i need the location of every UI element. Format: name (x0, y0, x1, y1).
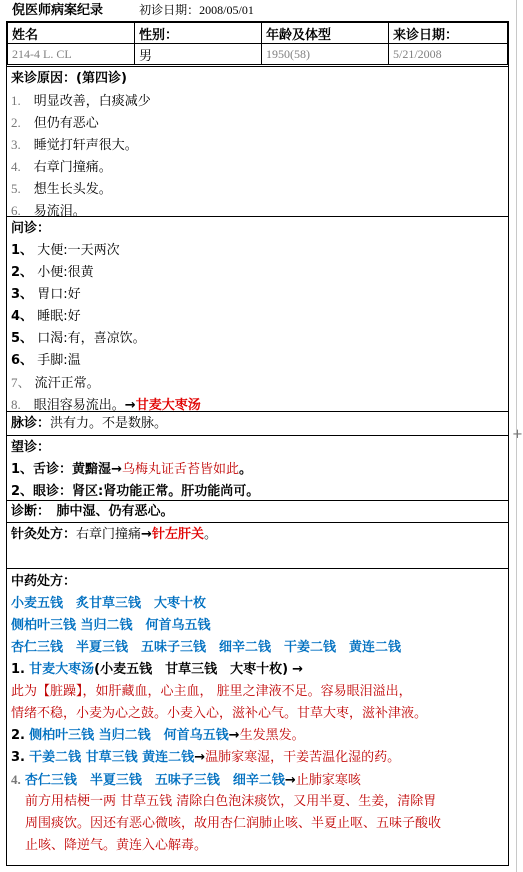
herb-list-line: 杏仁三钱 半夏三钱 五味子三钱 细辛二钱 干姜二钱 黄连二钱 (11, 640, 402, 655)
reason-item: 1. 明显改善，白痰减少 (11, 93, 151, 109)
herb-list-line: 小麦五钱 炙甘草三钱 大枣十枚 (11, 596, 207, 611)
reason-item: 6. 易流泪。 (11, 203, 86, 219)
formula-4-explanation: 周围痰饮。因还有恶心微咳，故用杏仁润肺止咳、半夏止呕、五味子酸收 (25, 816, 442, 831)
formula-1: 1. 甘麦大枣汤(小麦五钱 甘草三钱 大枣十枚) → (11, 662, 304, 677)
arrow-icon: → (284, 773, 296, 788)
observation-section (7, 435, 508, 502)
formula-4-explanation: 止咳、降逆气。黄连入心解毒。 (25, 838, 208, 853)
diagnosis-section (7, 500, 508, 522)
reason-item: 4. 右章门撞痛。 (11, 159, 112, 175)
acupuncture-line: 针灸处方：右章门撞痛→针左肝关。 (11, 527, 217, 542)
record-title: 倪医师病案纪录 (12, 3, 104, 18)
pulse-section (7, 411, 508, 435)
reason-item: 5. 想生长头发。 (11, 181, 112, 197)
record-header (12, 2, 254, 18)
pulse-line (11, 413, 167, 434)
patient-sex: 男 (135, 44, 262, 65)
inquiry-item: 4、 睡眠:好 (11, 309, 81, 324)
formula-2: 2. 侧柏叶三钱 当归二钱 何首乌五钱→生发黑发。 (11, 728, 305, 743)
visit-date-header: 来诊日期： (389, 23, 508, 44)
first-visit-date: 2008/05/01 (199, 3, 254, 17)
formula-name: 甘麦大枣汤 (135, 398, 201, 413)
case-record-sheet (6, 21, 509, 866)
first-visit-label: 初诊日期： (139, 3, 200, 17)
pulse-title: 脉诊： (11, 416, 51, 431)
inquiry-item: 2、 小便:很黄 (11, 265, 94, 280)
inquiry-section (7, 216, 508, 434)
reason-item: 3. 睡觉打轩声很大。 (11, 137, 138, 153)
patient-info-table (7, 22, 508, 65)
observation-title: 望诊： (11, 440, 51, 455)
inquiry-item: 5、 口渴:有，喜凉饮。 (11, 331, 146, 346)
patient-age: 1950(58) (262, 44, 389, 65)
reason-title: 来诊原因：(第四诊) (11, 71, 127, 86)
tongue-line: 1、舌诊：黄黯湿→乌梅丸证舌苔皆如此。 (11, 462, 252, 477)
herbal-section (7, 568, 508, 867)
inquiry-item: 3、 胃口:好 (11, 287, 81, 302)
arrow-icon: → (124, 398, 136, 413)
arrow-icon: → (228, 728, 240, 743)
formula-1-explanation: 情绪不稳，小麦为心之鼓。小麦入心，滋补心气。甘草大枣，滋补津液。 (11, 706, 428, 721)
formula-3: 3. 干姜二钱 甘草三钱 黄连二钱→温肺家寒湿，干姜苦温化湿的药。 (11, 750, 401, 765)
arrow-icon: → (194, 750, 206, 765)
pulse-text: 洪有力。不是数脉。 (50, 416, 168, 431)
herb-list-line: 侧柏叶三钱 当归二钱 何首乌五钱 (11, 618, 211, 633)
inquiry-item: 6、 手脚:温 (11, 353, 81, 368)
formula-4: 4. 杏仁三钱 半夏三钱 五味子三钱 细辛二钱→止肺家寒咳 (11, 772, 361, 788)
diagnosis-line: 诊断： 肺中湿、仍有恶心。 (11, 504, 174, 519)
arrow-icon: → (292, 662, 304, 677)
inquiry-title: 问诊： (11, 221, 51, 236)
acupuncture-section (7, 522, 508, 568)
arrow-icon: → (141, 527, 152, 542)
expand-handle-icon[interactable]: + (512, 427, 523, 442)
patient-name: 214-4 L. CL (8, 44, 135, 65)
formula-1-explanation: 此为【脏躁】，如肝藏血，心主血， 脏里之津液不足。容易眼泪溢出， (11, 684, 412, 699)
herbal-title: 中药处方： (11, 574, 77, 589)
inquiry-item: 8. 眼泪容易流出。→甘麦大枣汤 (11, 397, 201, 413)
age-header: 年龄及体型 (262, 23, 389, 44)
eye-line: 2、眼诊：肾区:肾功能正常。肝功能尚可。 (11, 484, 260, 499)
reason-section (7, 66, 508, 237)
name-header: 姓名 (8, 23, 135, 44)
inquiry-item: 1、 大便:一天两次 (11, 243, 120, 258)
formula-4-explanation: 前方用桔梗一两 甘草五钱 清除白色泡沫痰饮，又用半夏、生姜，清除胃 (25, 794, 437, 809)
reason-item: 2. 但仍有恶心 (11, 115, 99, 131)
sex-header: 性别： (135, 23, 262, 44)
inquiry-item: 7、 流汗正常。 (11, 375, 100, 391)
visit-date: 5/21/2008 (389, 44, 508, 65)
arrow-icon: → (111, 462, 122, 477)
